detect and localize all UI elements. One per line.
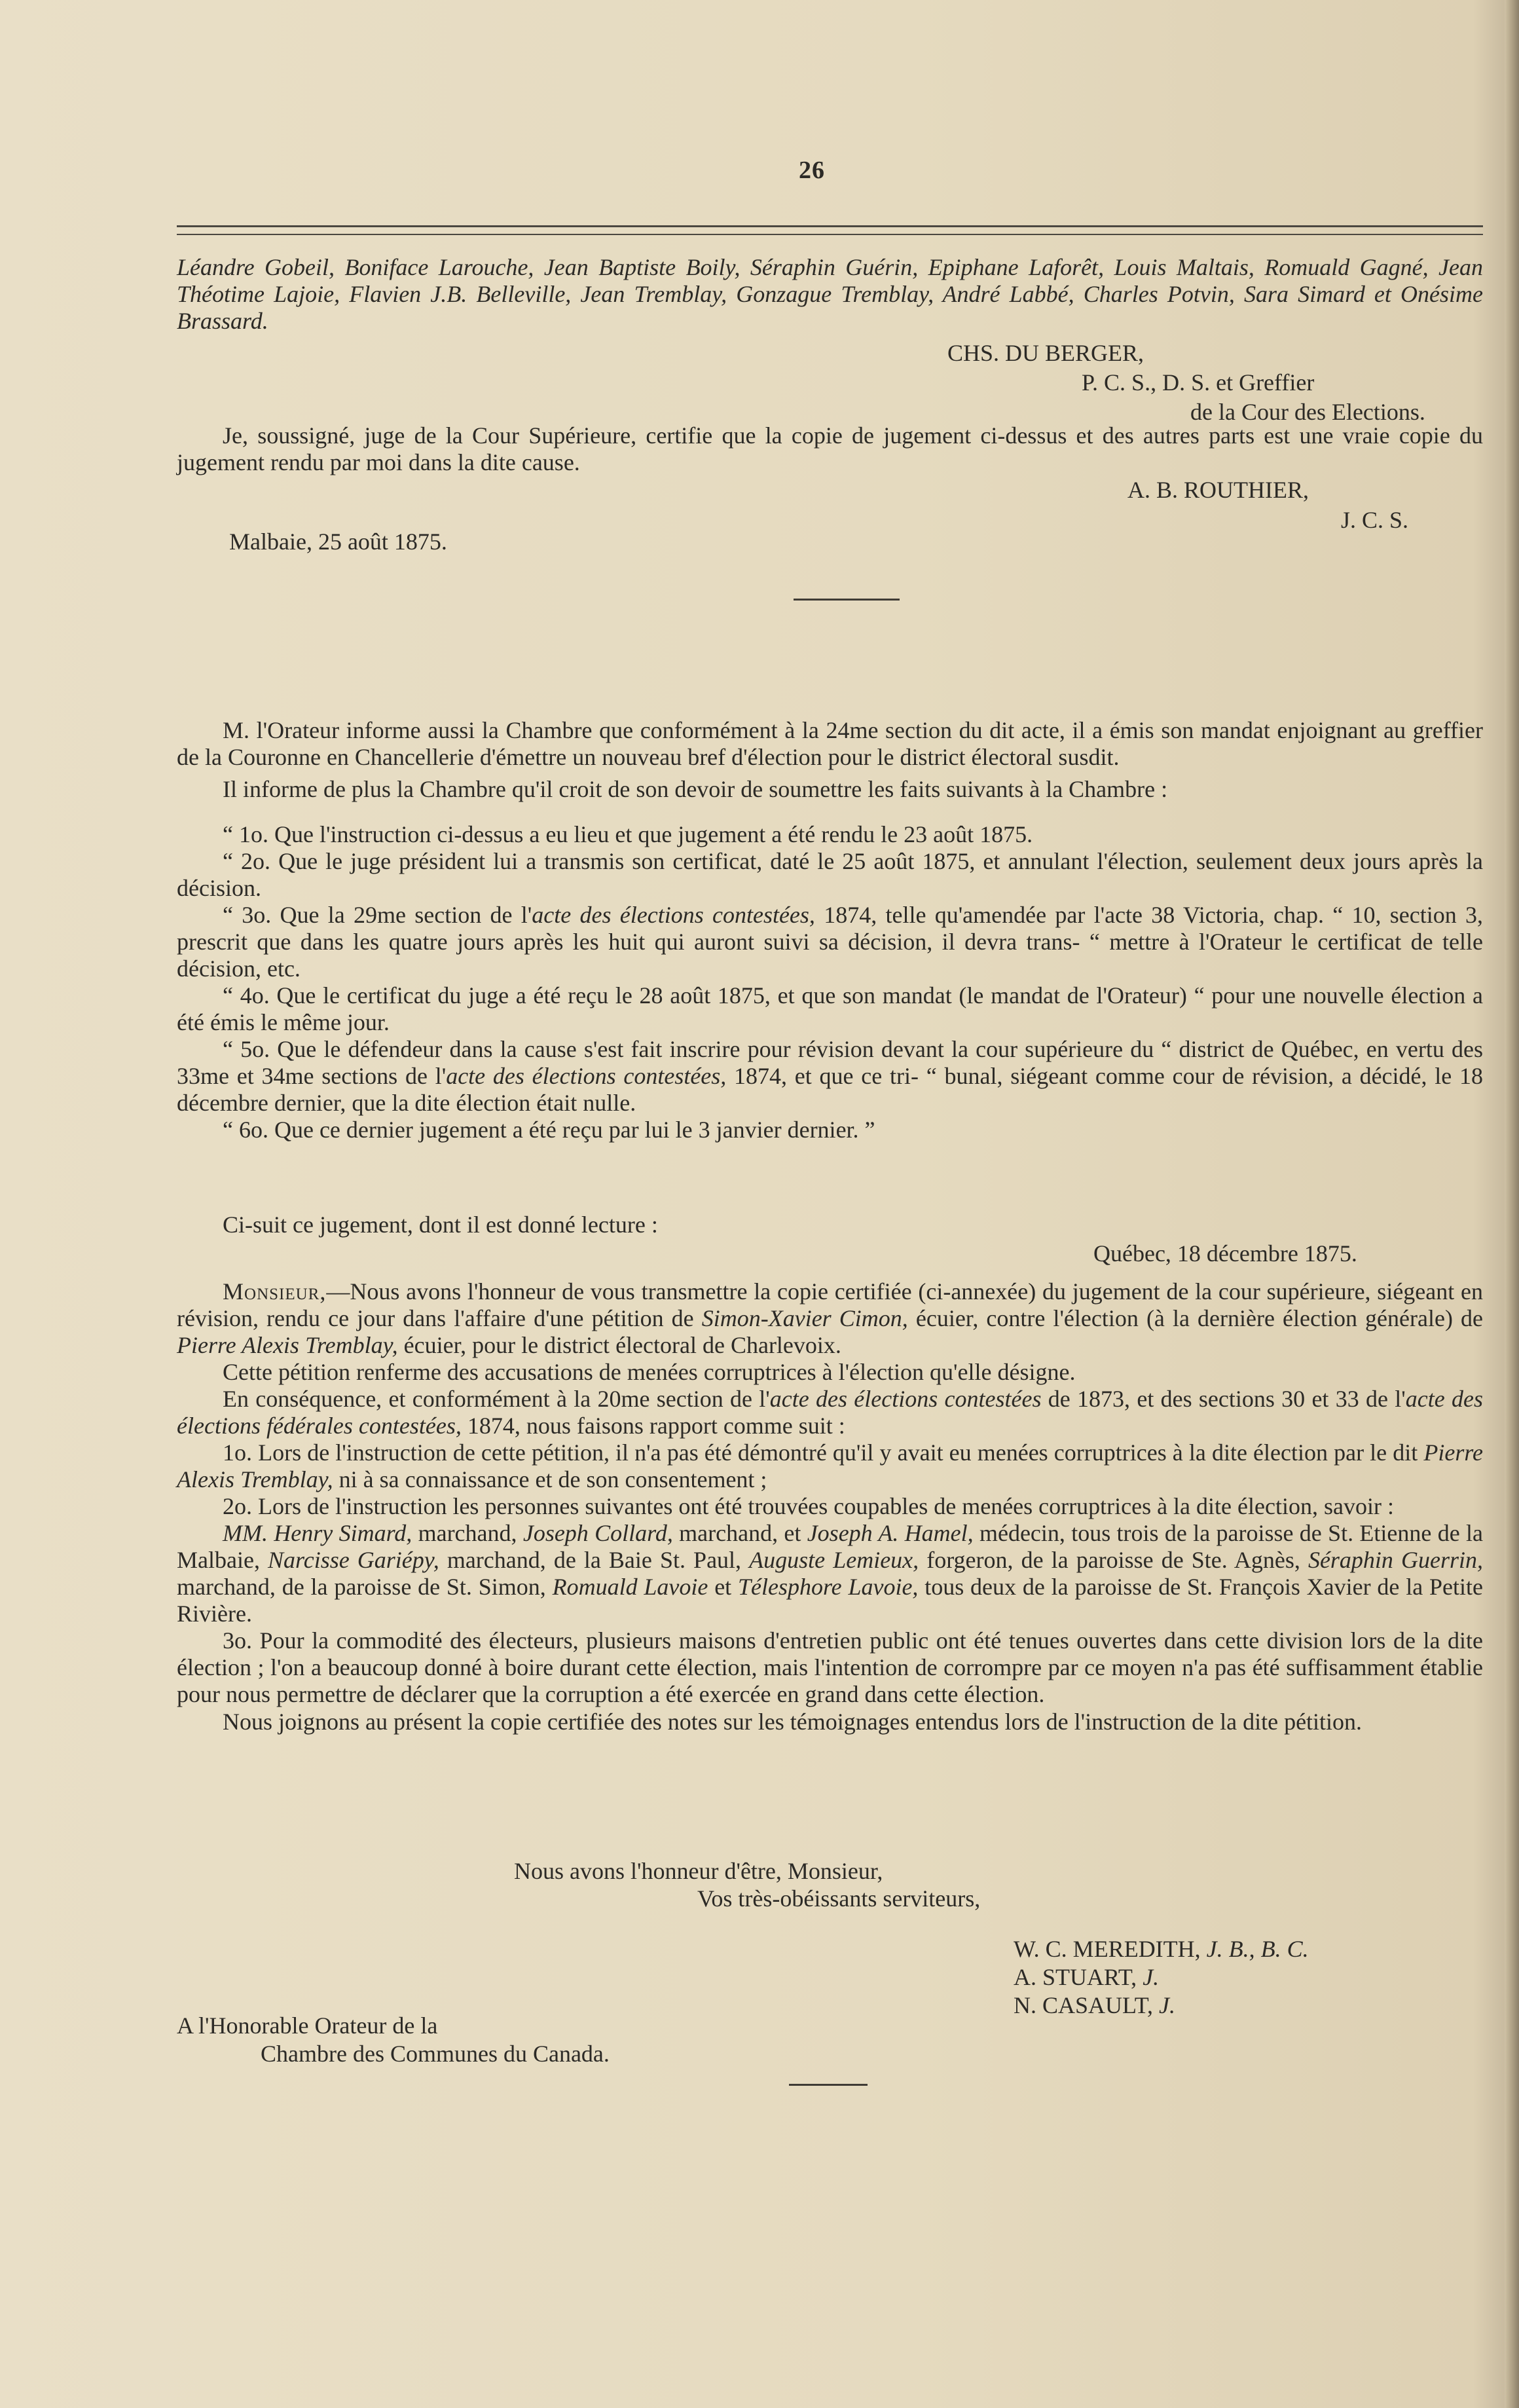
address-line-2: Chambre des Communes du Canada. <box>261 2041 610 2067</box>
clerk-signature-name: CHS. DU BERGER, <box>947 340 1144 366</box>
header-double-rule <box>177 225 1483 235</box>
judgment-paragraph-5: 2o. Lors de l'instruction les personnes suivantes ont été trouvées coupables de menées corruptrices à la dite élection, savoir : <box>223 1493 1394 1520</box>
fact-5: “ 5o. Que le défendeur dans la cause s'est fait inscrire pour révision devant la cour supérieure du “ district de Québec, en vertu des 33me et 34me sections de l'acte des élections contestées, 1874, et que ce tri- “ bunal, siégeant comme cour de révision, a décidé, le 18 décembre dernier, que la dite élection était nulle. <box>177 1036 1483 1117</box>
judgment-paragraph-8: Nous joignons au présent la copie certifiée des notes sur les témoignages entendus lors de l'instruction de la dite pétition. <box>223 1708 1363 1735</box>
address-line-1: A l'Honorable Orateur de la <box>177 2012 438 2039</box>
judgment-paragraph-7: 3o. Pour la commodité des électeurs, plusieurs maisons d'entretien public ont été tenues ouvertes dans cette division lors de la dite élection ; l'on a beaucoup donné à boire durant cette élection, mais l'intention de corrompre par ce moyen n'a pas été suffisamment établie pour nous permettre de déclarer que la corruption a été exercée en grand dans cette élection. <box>177 1627 1483 1708</box>
clerk-signature-court: de la Cour des Elections. <box>1190 399 1425 425</box>
signature-stuart: A. STUART, J. <box>1014 1964 1160 1990</box>
certification-text: Je, soussigné, juge de la Cour Supérieure, certifie que la copie de jugement ci-dessus et des autres parts est une vraie copie du jugement rendu par moi dans la dite cause. <box>177 422 1483 476</box>
judge-signature-name: A. B. ROUTHIER, <box>1127 477 1309 503</box>
judgment-paragraph-2: Cette pétition renferme des accusations de menées corruptrices à l'élection qu'elle désigne. <box>223 1359 1076 1386</box>
judgment-body <box>177 1278 1483 1735</box>
judgment-paragraph-4: 1o. Lors de l'instruction de cette pétition, il n'a pas été démontré qu'il y avait eu menées corruptrices à la dite élection par le dit Pierre Alexis Tremblay, ni à sa connaissance et de son consentement ; <box>177 1439 1483 1493</box>
section-divider <box>794 599 900 601</box>
judgment-date: Québec, 18 décembre 1875. <box>1093 1240 1357 1267</box>
closing-line-1: Nous avons l'honneur d'être, Monsieur, <box>514 1858 883 1884</box>
fact-2: “ 2o. Que le juge président lui a transmis son certificat, daté le 25 août 1875, et annulant l'élection, seulement deux jours après la décision. <box>177 848 1483 902</box>
signature-meredith: W. C. MEREDITH, J. B., B. C. <box>1014 1936 1309 1962</box>
judgment-paragraph-6: MM. Henry Simard, marchand, Joseph Collard, marchand, et Joseph A. Hamel, médecin, tous trois de la paroisse de St. Etienne de la Malbaie, Narcisse Gariépy, marchand, de la Baie St. Paul, Auguste Lemieux, forgeron, de la paroisse de Ste. Agnès, Séraphin Guerrin, marchand, de la paroisse de St. Simon, Romuald Lavoie et Télesphore Lavoie, tous deux de la paroisse de St. François Xavier de la Petite Rivière. <box>177 1520 1483 1627</box>
judgment-paragraph-3: En conséquence, et conformément à la 20me section de l'acte des élections contestées de 1873, et des sections 30 et 33 de l'acte des élections fédérales contestées, 1874, nous faisons rapport comme suit : <box>177 1386 1484 1439</box>
fact-3: “ 3o. Que la 29me section de l'acte des élections contestées, 1874, telle qu'amendée par l'acte 38 Victoria, chap. “ 10, section 3, prescrit que dans les quatre jours après les huit qui auront suivi sa décision, il devra trans- “ mettre à l'Orateur le certificat de telle décision, etc. <box>177 902 1483 982</box>
orateur-paragraph-2: Il informe de plus la Chambre qu'il croit de son devoir de soumettre les faits suivants à la Chambre : <box>223 776 1168 803</box>
fact-6: “ 6o. Que ce dernier jugement a été reçu par lui le 3 janvier dernier. ” <box>223 1117 875 1143</box>
judgment-intro-text: Ci-suit ce jugement, dont il est donné lecture : <box>223 1212 658 1238</box>
end-divider <box>789 2084 868 2086</box>
closing-line-2: Vos très-obéissants serviteurs, <box>697 1885 981 1912</box>
place-date: Malbaie, 25 août 1875. <box>229 528 447 555</box>
signature-casault: N. CASAULT, J. <box>1014 1992 1176 2018</box>
page-edge-shadow <box>1505 0 1519 2408</box>
orateur-section <box>177 717 1483 1143</box>
judge-signature-title: J. C. S. <box>1341 507 1409 533</box>
names-paragraph: Léandre Gobeil, Boniface Larouche, Jean Baptiste Boily, Séraphin Guérin, Epiphane Laforêt, Louis Maltais, Romuald Gagné, Jean Théotime Lajoie, Flavien J.B. Belleville, Jean Tremblay, Gonzague Tremblay, André Labbé, Charles Potvin, Sara Simard et Onésime Brassard. <box>177 254 1483 335</box>
judgment-paragraph-1: Monsieur,—Nous avons l'honneur de vous transmettre la copie certifiée (ci-annexée) du jugement de la cour supérieure, siégeant en révision, rendu ce jour dans l'affaire d'une pétition de Simon-Xavier Cimon, écuier, contre l'élection (à la dernière élection générale) de Pierre Alexis Tremblay, écuier, pour le district électoral de Charlevoix. <box>177 1278 1483 1359</box>
fact-1: “ 1o. Que l'instruction ci-dessus a eu lieu et que jugement a été rendu le 23 août 1875. <box>223 821 1033 848</box>
page-number: 26 <box>799 157 825 184</box>
judgment-intro <box>177 1212 1483 1238</box>
fact-4: “ 4o. Que le certificat du juge a été reçu le 28 août 1875, et que son mandat (le mandat de l'Orateur) “ pour une nouvelle élection a été émis le même jour. <box>177 982 1483 1036</box>
judge-certification <box>177 422 1483 476</box>
clerk-signature-title: P. C. S., D. S. et Greffier <box>1082 369 1315 396</box>
orateur-paragraph-1: M. l'Orateur informe aussi la Chambre que conformément à la 24me section du dit acte, il a émis son mandat enjoignant au greffier de la Couronne en Chancellerie d'émettre un nouveau bref d'élection pour le district électoral susdit. <box>177 717 1483 771</box>
